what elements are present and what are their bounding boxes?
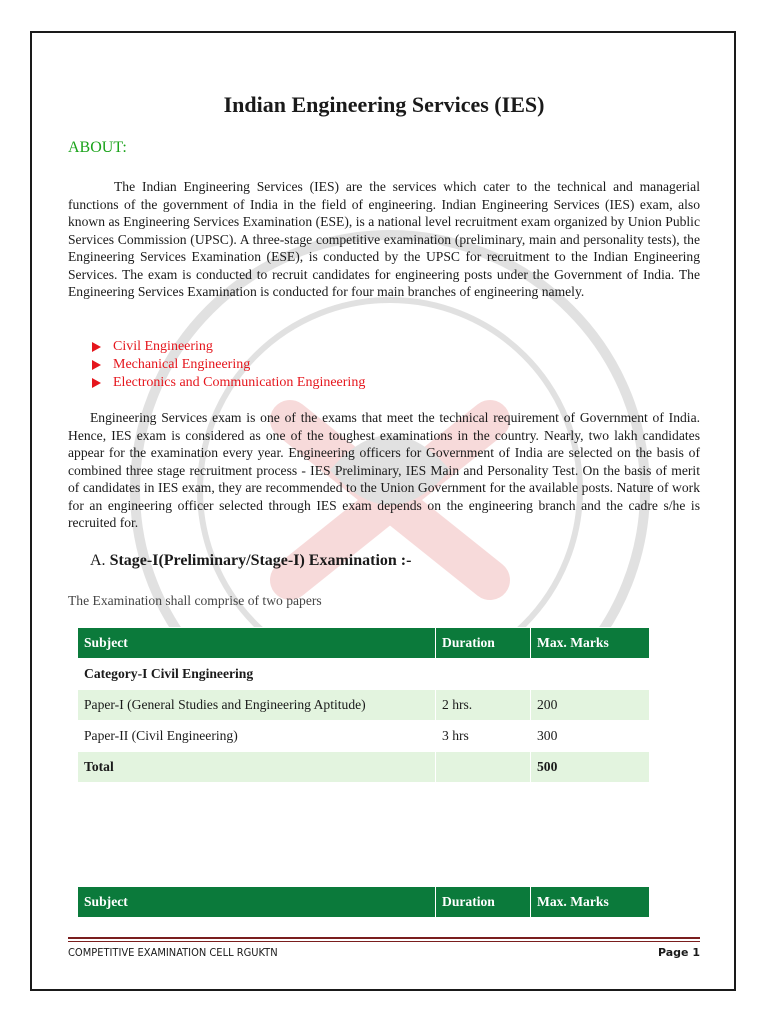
marks-cell: 300 bbox=[531, 721, 650, 752]
section-title: Stage-I(Preliminary/Stage-I) Examination :- bbox=[109, 552, 412, 569]
table-row bbox=[78, 659, 650, 690]
list-item: Electronics and Communication Engineering bbox=[92, 374, 365, 392]
duration-cell: 3 hrs bbox=[436, 721, 531, 752]
table-row bbox=[78, 721, 650, 752]
category-cell: Category-I Civil Engineering bbox=[78, 659, 436, 690]
duration-cell: 2 hrs. bbox=[436, 690, 531, 721]
section-heading bbox=[90, 552, 411, 570]
about-paragraph: The Indian Engineering Services (IES) are the services which cater to the technical and managerial functions of the government of India in the field of engineering. Indian Engineering Services (IES) exam, also known as Engineering Services Examination (ESE), is a national level recruitment exam organized by Union Public Services Commission (UPSC). A three-stage competitive examination (preliminary, main and personality tests), the Engineering Services Examination (ESE), is conducted by the UPSC for recruitment to the Indian Engineering Services. The exam is conducted to recruit candidates for engineering posts under the Government of India. The Engineering Services Examination is conducted for four main branches of engineering namely. bbox=[68, 179, 700, 299]
section-number: A. bbox=[90, 552, 106, 569]
page-number: Page 1 bbox=[657, 946, 700, 959]
arrow-bullet-icon bbox=[92, 360, 101, 370]
header-max-marks: Max. Marks bbox=[531, 628, 650, 659]
header-subject: Subject bbox=[78, 628, 436, 659]
about-heading: ABOUT: bbox=[68, 139, 127, 156]
marks-cell: 200 bbox=[531, 690, 650, 721]
arrow-bullet-icon bbox=[92, 342, 101, 352]
header-subject: Subject bbox=[78, 887, 436, 918]
list-item: Mechanical Engineering bbox=[92, 356, 365, 374]
branch-list bbox=[92, 338, 365, 392]
subject-cell: Paper-I (General Studies and Engineering Aptitude) bbox=[78, 690, 436, 721]
header-max-marks: Max. Marks bbox=[531, 887, 650, 918]
footer-divider-thin bbox=[68, 941, 700, 942]
header-duration: Duration bbox=[436, 628, 531, 659]
exam-description-paragraph: Engineering Services exam is one of the exams that meet the technical requirement of Government of India. Hence, IES exam is considered as one of the toughest examinations in the country. Nearly, two lakh candidates appear for the examination every year. Engineering officers for Government of India are selected on the basis of combined three stage recruitment process - IES Preliminary, IES Main and Personality Test. On the basis of merit of candidates in IES exam, they are recommended to the Union Government for the available posts. Nature of work for an engineering officer selected through IES exam depends on the engineering branch and the cadre s/he is recruited for. bbox=[68, 410, 700, 530]
total-label-cell: Total bbox=[78, 752, 436, 783]
header-duration: Duration bbox=[436, 887, 531, 918]
table-row bbox=[78, 690, 650, 721]
footer-divider bbox=[68, 937, 700, 939]
table-header-row bbox=[78, 887, 650, 918]
footer-text: COMPETITIVE EXAMINATION CELL RGUKTN bbox=[68, 946, 278, 959]
table-total-row bbox=[78, 752, 650, 783]
exam-table-1 bbox=[77, 627, 650, 783]
exam-table-2 bbox=[77, 886, 650, 918]
table-header-row bbox=[78, 628, 650, 659]
arrow-bullet-icon bbox=[92, 378, 101, 388]
total-marks-cell: 500 bbox=[531, 752, 650, 783]
intro-line: The Examination shall comprise of two papers bbox=[68, 593, 322, 608]
subject-cell: Paper-II (Civil Engineering) bbox=[78, 721, 436, 752]
list-item: Civil Engineering bbox=[92, 338, 365, 356]
page-title: Indian Engineering Services (IES) bbox=[223, 92, 545, 117]
total-duration-cell bbox=[436, 752, 531, 783]
